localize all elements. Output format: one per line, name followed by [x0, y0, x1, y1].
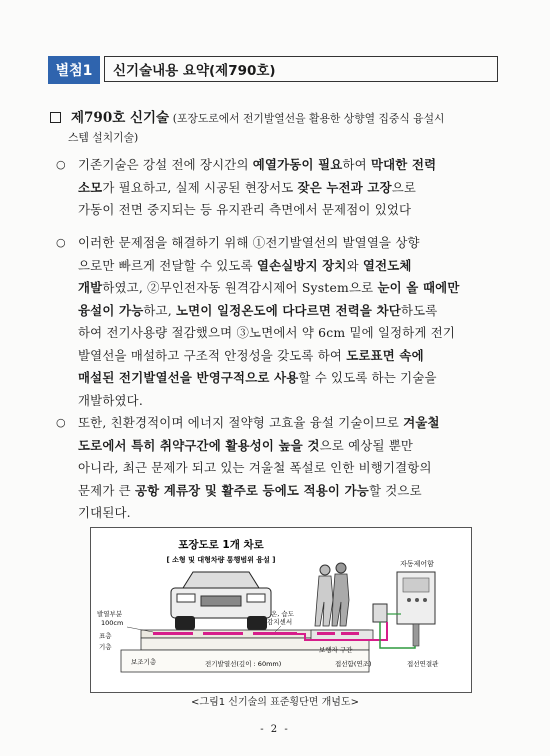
sensor-label-2: 감지센서	[267, 618, 293, 626]
sidewalk-label: 보행자 구간	[319, 646, 353, 654]
pedestrians-icon	[315, 563, 349, 626]
text: 할 수 있도록 하는 기술을	[298, 370, 437, 385]
text: 와	[346, 257, 363, 273]
figure-caption: <그림1 신기술의 표준횡단면 개념도>	[191, 697, 359, 708]
text: 또한, 친환경적이며 에너지 절약형 고효율 융설 기술이므로	[78, 415, 404, 430]
section-heading	[50, 109, 500, 147]
emphasis: 융설이 가능	[78, 302, 144, 318]
emphasis: 노면이 일정온도에 다다르면 전력을 차단	[176, 302, 401, 318]
paragraph-benefits	[56, 412, 498, 525]
emphasis: 열손실방지 장치	[256, 257, 347, 273]
circle-bullet-icon: ○	[56, 416, 66, 429]
text: 발열선을 매설하고 구조적 안정성을 갖도록 하여	[78, 347, 347, 363]
text: 하여	[342, 157, 371, 172]
tech-description: (포장도로에서 전기발열선을 활용한 상향열 집중식 융설시	[172, 112, 445, 125]
text: 으로	[391, 179, 417, 195]
text: 하도록	[400, 302, 438, 318]
text: 이러한 문제점을 해결하기 위해 ①전기발열선의 발열열을 상향	[78, 235, 420, 250]
tech-name: 제790호 신기술	[71, 110, 170, 126]
text: 할 것으로	[368, 482, 422, 498]
text: 개발하였다.	[78, 392, 143, 408]
layer-surface-label: 표층	[99, 632, 112, 640]
conduit-label: 접선연결관	[407, 660, 439, 668]
emphasis: 잦은 누전과 고장	[297, 179, 392, 195]
paragraph-existing-tech	[56, 154, 498, 222]
text: 으로만 빠르게 전달할 수 있도록	[78, 257, 257, 273]
emphasis: 열전도체	[362, 257, 412, 273]
appendix-header	[48, 56, 500, 86]
emphasis: 도로에서 특히 취약구간에 활용성이 높을 것	[78, 437, 320, 453]
cable-depth-label: 전기발열선(깊이 : 60mm)	[205, 660, 282, 668]
figure-subtitle: [ 소형 및 대형차량 통행범위 융설 ]	[166, 556, 276, 564]
emphasis: 막대한 전력	[370, 157, 437, 172]
figure-title: 포장도로 1개 차로	[178, 539, 264, 551]
sensor-label: 온, 습도	[271, 610, 294, 618]
text: 하여 전기사용량 절감했으며 ③노면에서 약 6cm 밑에 일정하게 전기	[78, 325, 456, 340]
junction-label: 접선함(연조)	[335, 660, 372, 668]
text: 하고,	[143, 302, 176, 318]
control-box-icon	[397, 572, 435, 646]
appendix-title: 신기술내용 요약(제790호)	[104, 56, 498, 82]
emphasis: 눈이 올 때에만	[377, 280, 460, 295]
control-box-label: 자동제어함	[400, 560, 434, 568]
heating-cable	[153, 632, 359, 635]
layer-base-label: 기층	[99, 643, 112, 651]
square-bullet-icon	[50, 112, 61, 123]
car-icon	[171, 572, 271, 630]
layer-subbase-label: 보조기층	[131, 658, 157, 666]
emphasis: 개발	[78, 280, 103, 295]
text: 문제가 큰	[78, 482, 135, 498]
text: 가 필요하고, 실제 시공된 현장서도	[102, 179, 298, 195]
heat-section-width: 100cm	[101, 619, 124, 627]
circle-bullet-icon: ○	[56, 236, 66, 249]
cross-section-diagram	[91, 528, 471, 692]
emphasis: 공항 계류장 및 활주로 등에도 적용이 가능	[134, 482, 369, 498]
text: 가동이 전면 중지되는 등 유지관리 측면에서 문제점이 있었다	[78, 202, 412, 217]
heat-section-label: 발열부분	[97, 610, 123, 618]
circle-bullet-icon: ○	[56, 158, 66, 171]
text: 기대된다.	[78, 505, 131, 520]
emphasis: 매설된 전기발열선을 반영구적으로 사용	[78, 370, 299, 385]
connection-wire	[380, 622, 415, 648]
text: 기존기술은 강설 전에 장시간의	[78, 157, 253, 172]
emphasis: 도로표면 속에	[346, 347, 424, 363]
emphasis: 겨울철	[403, 415, 440, 430]
text: 으로 예상될 뿐만	[319, 437, 414, 453]
paragraph-solution	[56, 232, 498, 412]
text: 아니라, 최근 문제가 되고 있는 겨울철 폭설로 인한 비행기결항의	[78, 460, 432, 475]
page-number: - 2 -	[260, 724, 290, 735]
text: 하였고, ②무인전자동 원격감시제어 System으로	[102, 280, 378, 295]
emphasis: 예열가동이 필요	[252, 157, 343, 172]
cross-section-figure	[90, 527, 472, 693]
appendix-badge: 별첨1	[48, 56, 100, 84]
tech-description-cont: 스템 설치기술)	[68, 131, 139, 144]
emphasis: 소모	[78, 179, 103, 195]
junction-box	[373, 604, 387, 622]
